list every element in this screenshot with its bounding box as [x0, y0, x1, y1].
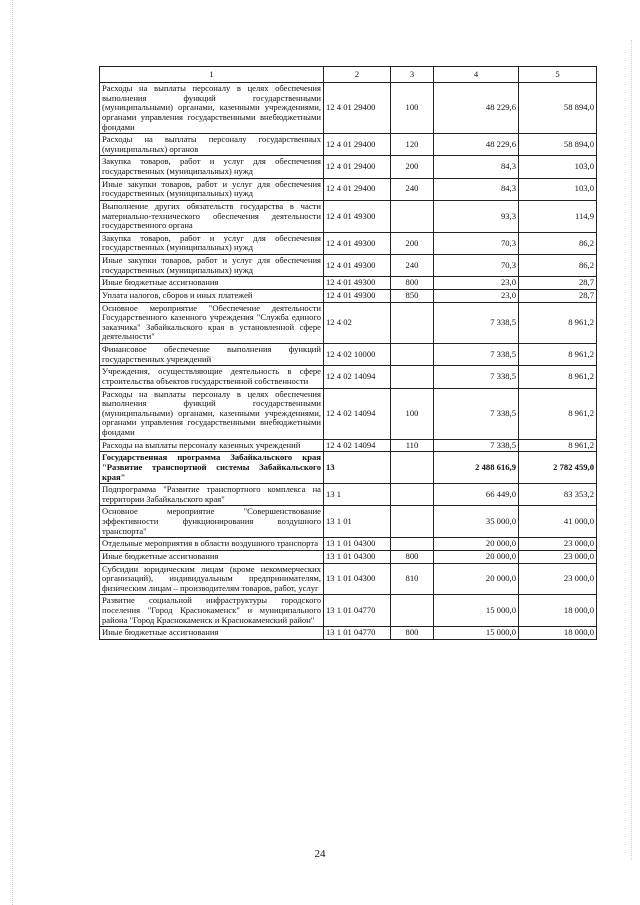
- row-expense-type: [391, 506, 434, 538]
- table-row: [100, 563, 597, 595]
- row-name: Финансовое обеспечение выполнения функций государственных учреждений: [100, 344, 324, 366]
- row-expense-type: 850: [391, 289, 434, 302]
- row-amount-2: 8 961,2: [519, 302, 597, 344]
- table-row: [100, 388, 597, 439]
- row-code: 13 1 01: [324, 506, 391, 538]
- row-code: 13 1 01 04300: [324, 538, 391, 551]
- row-code: 12 4 02 14094: [324, 366, 391, 388]
- row-amount-1: 48 229,6: [434, 134, 519, 156]
- table-row: [100, 627, 597, 640]
- row-amount-2: 2 782 459,0: [519, 452, 597, 484]
- header-row: [100, 67, 597, 83]
- row-amount-2: 58 894,0: [519, 134, 597, 156]
- row-code: 12 4 02 14094: [324, 388, 391, 439]
- row-code: 13 1 01 04770: [324, 595, 391, 627]
- row-amount-1: 70,3: [434, 232, 519, 254]
- row-amount-2: 103,0: [519, 156, 597, 178]
- row-code: 13 1: [324, 484, 391, 506]
- table-row: [100, 550, 597, 563]
- row-amount-2: 114,9: [519, 200, 597, 232]
- row-name: Расходы на выплаты персоналу в целях обеспечения выполнения функций государственными (муниципальными) органами, казенными учреждениями, органами управления государственными внебюджетными фондами: [100, 83, 324, 134]
- table-body: [100, 83, 597, 640]
- row-name: Закупка товаров, работ и услуг для обеспечения государственных (муниципальных) нужд: [100, 156, 324, 178]
- row-amount-2: 23 000,0: [519, 550, 597, 563]
- row-amount-1: 7 338,5: [434, 344, 519, 366]
- table-row: [100, 484, 597, 506]
- row-amount-1: 23,0: [434, 289, 519, 302]
- row-expense-type: [391, 302, 434, 344]
- row-amount-1: 20 000,0: [434, 563, 519, 595]
- row-expense-type: 100: [391, 388, 434, 439]
- row-code: 13 1 01 04300: [324, 550, 391, 563]
- row-expense-type: 800: [391, 627, 434, 640]
- row-amount-1: 35 000,0: [434, 506, 519, 538]
- row-expense-type: [391, 484, 434, 506]
- row-amount-2: 86,2: [519, 255, 597, 277]
- row-expense-type: 110: [391, 439, 434, 452]
- table-row: [100, 134, 597, 156]
- scan-edge-left: [12, 0, 13, 905]
- budget-table: [99, 66, 597, 640]
- row-expense-type: [391, 200, 434, 232]
- row-amount-2: 8 961,2: [519, 344, 597, 366]
- row-code: 12 4 02 14094: [324, 439, 391, 452]
- row-code: 13: [324, 452, 391, 484]
- row-expense-type: [391, 344, 434, 366]
- row-amount-1: 15 000,0: [434, 627, 519, 640]
- row-amount-1: 20 000,0: [434, 538, 519, 551]
- row-code: 13 1 01 04770: [324, 627, 391, 640]
- row-name: Расходы на выплаты персоналу казенных учреждений: [100, 439, 324, 452]
- row-name: Развитие социальной инфраструктуры городского поселения "Город Краснокаменск" и муниципального района "Город Краснокаменск и Краснокаменский район": [100, 595, 324, 627]
- table-row: [100, 255, 597, 277]
- column-header-3: 3: [391, 67, 434, 83]
- table-row: [100, 439, 597, 452]
- row-code: 13 1 01 04300: [324, 563, 391, 595]
- column-header-5: 5: [519, 67, 597, 83]
- row-amount-2: 8 961,2: [519, 439, 597, 452]
- row-amount-1: 7 338,5: [434, 366, 519, 388]
- row-code: 12 4 01 29400: [324, 83, 391, 134]
- row-name: Основное мероприятие "Обеспечение деятельности Государственного казенного учреждения "Служба единого заказчика" Забайкальского края в установленной сфере деятельности": [100, 302, 324, 344]
- row-code: 12 4 02: [324, 302, 391, 344]
- row-amount-2: 23 000,0: [519, 563, 597, 595]
- table-row: [100, 506, 597, 538]
- row-code: 12 4 01 49300: [324, 289, 391, 302]
- table-row: [100, 302, 597, 344]
- row-name: Подпрограмма "Развитие транспортного комплекса на территории Забайкальского края": [100, 484, 324, 506]
- row-code: 12 4 01 29400: [324, 156, 391, 178]
- table-row: [100, 538, 597, 551]
- row-expense-type: [391, 452, 434, 484]
- row-amount-2: 28,7: [519, 289, 597, 302]
- scan-edge-right: [631, 40, 632, 860]
- row-expense-type: 800: [391, 550, 434, 563]
- table-row: [100, 200, 597, 232]
- row-amount-1: 15 000,0: [434, 595, 519, 627]
- row-name: Закупка товаров, работ и услуг для обеспечения государственных (муниципальных) нужд: [100, 232, 324, 254]
- table-row: [100, 232, 597, 254]
- row-expense-type: [391, 366, 434, 388]
- row-expense-type: 100: [391, 83, 434, 134]
- row-amount-2: 103,0: [519, 178, 597, 200]
- row-expense-type: 240: [391, 178, 434, 200]
- row-amount-2: 58 894,0: [519, 83, 597, 134]
- row-name: Расходы на выплаты персоналу государственных (муниципальных) органов: [100, 134, 324, 156]
- column-header-1: 1: [100, 67, 324, 83]
- row-code: 12 4 01 49300: [324, 232, 391, 254]
- row-name: Основное мероприятие "Совершенствование эффективности функционирования воздушного транспорта": [100, 506, 324, 538]
- row-name: Иные бюджетные ассигнования: [100, 277, 324, 290]
- table-row: [100, 452, 597, 484]
- row-code: 12 4 01 49300: [324, 200, 391, 232]
- row-code: 12 4 02 10000: [324, 344, 391, 366]
- row-expense-type: [391, 595, 434, 627]
- row-name: Отдельные мероприятия в области воздушного транспорта: [100, 538, 324, 551]
- table-row: [100, 366, 597, 388]
- row-amount-1: 48 229,6: [434, 83, 519, 134]
- row-name: Уплата налогов, сборов и иных платежей: [100, 289, 324, 302]
- row-amount-1: 70,3: [434, 255, 519, 277]
- row-amount-1: 7 338,5: [434, 439, 519, 452]
- row-amount-1: 66 449,0: [434, 484, 519, 506]
- row-expense-type: 200: [391, 232, 434, 254]
- row-amount-1: 7 338,5: [434, 302, 519, 344]
- table-row: [100, 289, 597, 302]
- row-amount-1: 2 488 616,9: [434, 452, 519, 484]
- row-amount-1: 23,0: [434, 277, 519, 290]
- table-row: [100, 83, 597, 134]
- row-code: 12 4 01 29400: [324, 134, 391, 156]
- table-row: [100, 595, 597, 627]
- row-amount-2: 18 000,0: [519, 595, 597, 627]
- row-amount-1: 93,3: [434, 200, 519, 232]
- row-amount-2: 18 000,0: [519, 627, 597, 640]
- table-row: [100, 178, 597, 200]
- row-name: Государственная программа Забайкальского края "Развитие транспортной системы Забайкальского края": [100, 452, 324, 484]
- row-expense-type: 200: [391, 156, 434, 178]
- row-name: Иные закупки товаров, работ и услуг для обеспечения государственных (муниципальных) нужд: [100, 178, 324, 200]
- row-amount-2: 83 353,2: [519, 484, 597, 506]
- row-name: Иные закупки товаров, работ и услуг для обеспечения государственных (муниципальных) нужд: [100, 255, 324, 277]
- row-amount-1: 84,3: [434, 156, 519, 178]
- row-name: Иные бюджетные ассигнования: [100, 550, 324, 563]
- row-code: 12 4 01 49300: [324, 277, 391, 290]
- row-amount-2: 86,2: [519, 232, 597, 254]
- row-amount-1: 20 000,0: [434, 550, 519, 563]
- row-expense-type: 810: [391, 563, 434, 595]
- row-amount-2: 8 961,2: [519, 388, 597, 439]
- row-expense-type: 120: [391, 134, 434, 156]
- table-row: [100, 344, 597, 366]
- row-name: Учреждения, осуществляющие деятельность в сфере строительства объектов государственной собственности: [100, 366, 324, 388]
- row-amount-1: 7 338,5: [434, 388, 519, 439]
- table-row: [100, 277, 597, 290]
- table-row: [100, 156, 597, 178]
- row-amount-2: 8 961,2: [519, 366, 597, 388]
- row-amount-2: 41 000,0: [519, 506, 597, 538]
- row-name: Выполнение других обязательств государства в части материально-технического обеспечения деятельности государственного органа: [100, 200, 324, 232]
- row-expense-type: 240: [391, 255, 434, 277]
- row-expense-type: 800: [391, 277, 434, 290]
- column-header-4: 4: [434, 67, 519, 83]
- row-name: Иные бюджетные ассигнования: [100, 627, 324, 640]
- row-expense-type: [391, 538, 434, 551]
- row-name: Субсидии юридическим лицам (кроме некоммерческих организаций), индивидуальным предпринимателям, физическим лицам – производителям товаров, работ, услуг: [100, 563, 324, 595]
- row-amount-2: 23 000,0: [519, 538, 597, 551]
- page-number: 24: [314, 848, 326, 860]
- column-header-2: 2: [324, 67, 391, 83]
- row-amount-1: 84,3: [434, 178, 519, 200]
- row-code: 12 4 01 49300: [324, 255, 391, 277]
- row-name: Расходы на выплаты персоналу в целях обеспечения выполнения функций государственными (муниципальными) органами, казенными учреждениями, органами управления государственными внебюджетными фондами: [100, 388, 324, 439]
- row-code: 12 4 01 29400: [324, 178, 391, 200]
- row-amount-2: 28,7: [519, 277, 597, 290]
